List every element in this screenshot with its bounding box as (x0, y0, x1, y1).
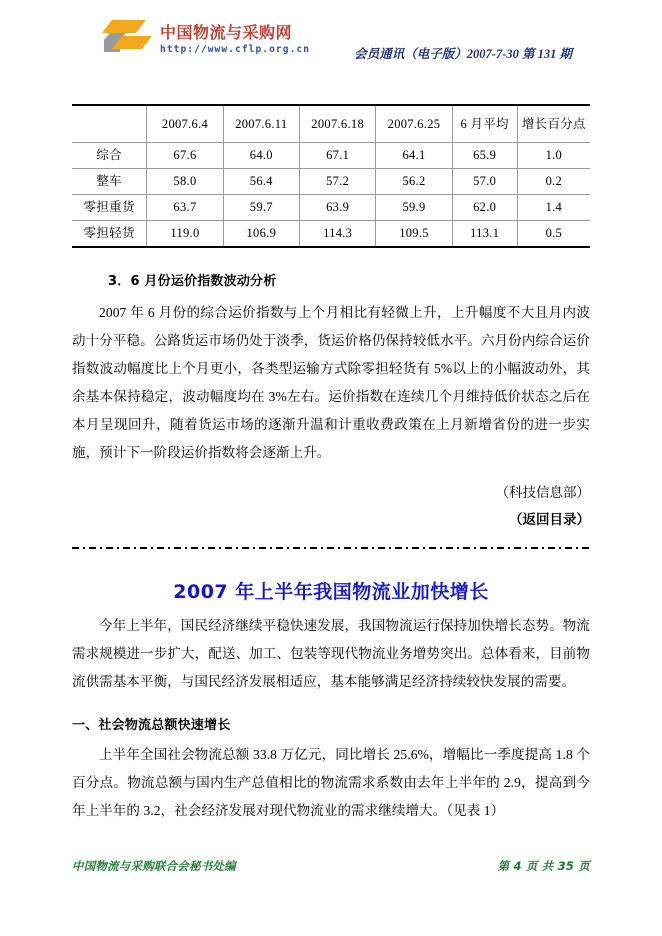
table-cell: 63.7 (147, 195, 223, 221)
logo-wordmark (160, 22, 311, 56)
freight-index-table-wrap (72, 104, 590, 248)
table-cell: 1.0 (517, 143, 590, 169)
site-logo (100, 14, 310, 56)
table-cell: 113.1 (452, 221, 517, 248)
table-row (72, 143, 590, 169)
table-cell: 59.7 (223, 195, 299, 221)
table-row (72, 169, 590, 195)
table-cell: 56.2 (376, 169, 452, 195)
back-to-index-link[interactable]: （返回目录） (509, 512, 590, 527)
section-heading: 3．6 月份运价指数波动分析 (108, 274, 277, 289)
table-cell: 57.2 (299, 169, 375, 195)
section-attribution: （科技信息部） (495, 485, 590, 500)
table-cell: 0.2 (517, 169, 590, 195)
table-row (72, 221, 590, 248)
table-cell: 67.6 (147, 143, 223, 169)
footer-publisher: 中国物流与采购联合会秘书处编 (72, 859, 236, 873)
article-intro-paragraph: 今年上半年，国民经济继续平稳快速发展，我国物流运行保持加快增长态势。物流需求规模进一步扩大，配送、加工、包装等现代物流业务增势突出。总体看来，目前物流供需基本平衡，与国民经济发展相适应，基本能够满足经济持续较快发展的需要。 (72, 618, 590, 689)
table-cell: 67.1 (299, 143, 375, 169)
table-cell: 1.4 (517, 195, 590, 221)
logo-url: http://www.cflp.org.cn (160, 43, 311, 55)
table-cell: 114.3 (299, 221, 375, 248)
table-cell: 119.0 (147, 221, 223, 248)
table-cell: 109.5 (376, 221, 452, 248)
article-title: 2007 年上半年我国物流业加快增长 (173, 581, 489, 603)
table-col-header: 增长百分点 (517, 105, 590, 143)
table-cell: 63.9 (299, 195, 375, 221)
page-header (72, 0, 590, 72)
table-cell: 62.0 (452, 195, 517, 221)
section-divider (72, 547, 590, 549)
table-cell: 65.9 (452, 143, 517, 169)
table-col-header: 2007.6.4 (147, 105, 223, 143)
table-row-label: 零担重货 (72, 195, 147, 221)
cflp-logo-mark-icon (100, 14, 154, 56)
table-cell: 57.0 (452, 169, 517, 195)
table-corner-cell (72, 105, 147, 143)
table-col-header: 2007.6.11 (223, 105, 299, 143)
table-col-header: 6 月平均 (452, 105, 517, 143)
table-cell: 64.0 (223, 143, 299, 169)
table-row-label: 零担轻货 (72, 221, 147, 248)
table-col-header: 2007.6.25 (376, 105, 452, 143)
table-row-label: 整车 (72, 169, 147, 195)
table-cell: 58.0 (147, 169, 223, 195)
table-cell: 0.5 (517, 221, 590, 248)
table-header-row (72, 105, 590, 143)
article-body-paragraph: 上半年全国社会物流总额 33.8 万亿元，同比增长 25.6%，增幅比一季度提高 1.8 个百分点。物流总额与国内生产总值相比的物流需求系数由去年上半年的 2.9，提高到今年上半年的 3.2，社会经济发展对现代物流业的需求继续增大。（见表 1） (72, 747, 590, 818)
table-col-header: 2007.6.18 (299, 105, 375, 143)
table-cell: 56.4 (223, 169, 299, 195)
freight-index-table (72, 104, 590, 248)
article-sub-heading: 一、社会物流总额快速增长 (72, 718, 231, 733)
table-row-label: 综合 (72, 143, 147, 169)
table-cell: 106.9 (223, 221, 299, 248)
table-cell: 59.9 (376, 195, 452, 221)
section-paragraph: 2007 年 6 月份的综合运价指数与上个月相比有轻微上升，上升幅度不大且月内波动十分平稳。公路货运市场仍处于淡季，货运价格仍保持较低水平。六月份内综合运价指数波动幅度比上个月更小，各类型运输方式除零担轻货有 5%以上的小幅波动外，其余基本保持稳定，波动幅度均在 3%左右。运价指数在连续几个月维持低价状态之后在本月呈现回升，随着货运市场的逐渐升温和计重收费政策在上月新增省份的进一步实施，预计下一阶段运价指数将会逐渐上升。 (72, 305, 590, 460)
logo-brand-name: 中国物流与采购网 (160, 22, 293, 42)
issue-line: 会员通讯（电子版）2007-7-30 第 131 期 (354, 47, 572, 61)
page-footer (72, 858, 590, 874)
footer-page-info: 第 4 页 共 35 页 (497, 859, 590, 873)
table-row (72, 195, 590, 221)
table-cell: 64.1 (376, 143, 452, 169)
